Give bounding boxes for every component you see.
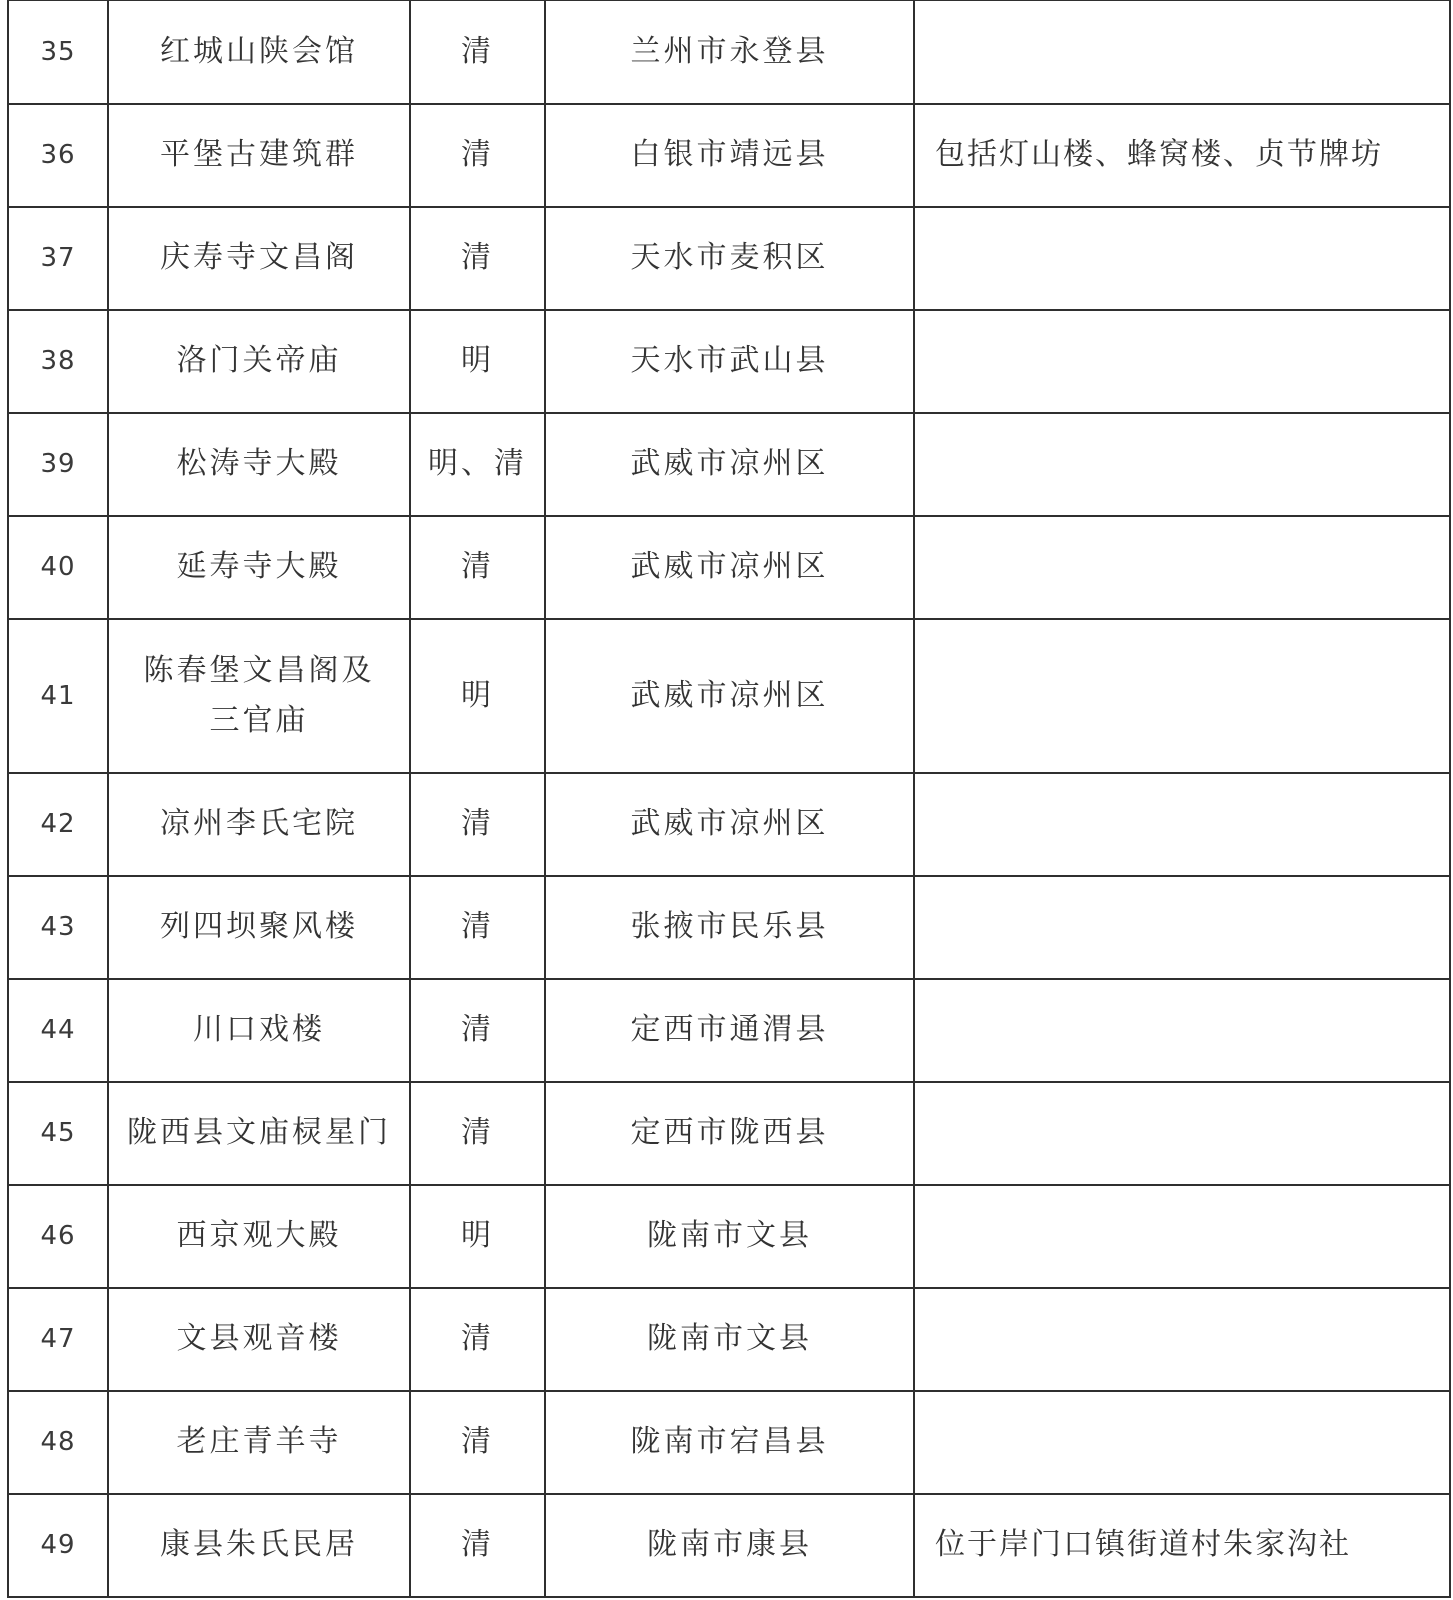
row-number: 39 (8, 413, 108, 516)
site-location: 张掖市民乐县 (545, 876, 914, 979)
row-number: 47 (8, 1288, 108, 1391)
table-row (8, 1082, 1450, 1185)
site-note (914, 207, 1450, 310)
table-row (8, 104, 1450, 207)
site-location: 天水市麦积区 (545, 207, 914, 310)
site-era: 清 (410, 1082, 545, 1185)
site-name: 文县观音楼 (108, 1288, 410, 1391)
site-name: 庆寿寺文昌阁 (108, 207, 410, 310)
site-name-line: 陈春堡文昌阁及 (143, 652, 375, 688)
site-note (914, 1, 1450, 104)
site-name: 老庄青羊寺 (108, 1391, 410, 1494)
site-era: 清 (410, 516, 545, 619)
site-name-line: 三官庙 (209, 702, 309, 738)
row-number: 46 (8, 1185, 108, 1288)
site-era: 明、清 (410, 413, 545, 516)
site-name: 陇西县文庙棂星门 (108, 1082, 410, 1185)
table-row (8, 413, 1450, 516)
table-row (8, 876, 1450, 979)
table-row (8, 310, 1450, 413)
row-number: 35 (8, 1, 108, 104)
site-name: 康县朱氏民居 (108, 1494, 410, 1597)
site-era: 清 (410, 773, 545, 876)
site-name: 平堡古建筑群 (108, 104, 410, 207)
site-location: 天水市武山县 (545, 310, 914, 413)
site-note (914, 1391, 1450, 1494)
site-note (914, 979, 1450, 1082)
table-row (8, 619, 1450, 773)
site-era: 清 (410, 1, 545, 104)
site-name: 洛门关帝庙 (108, 310, 410, 413)
site-era: 明 (410, 1185, 545, 1288)
site-note: 包括灯山楼、蜂窝楼、贞节牌坊 (914, 104, 1450, 207)
row-number: 42 (8, 773, 108, 876)
site-name: 川口戏楼 (108, 979, 410, 1082)
site-location: 兰州市永登县 (545, 1, 914, 104)
site-era: 明 (410, 619, 545, 773)
site-era: 清 (410, 979, 545, 1082)
table-row (8, 1494, 1450, 1597)
site-era: 清 (410, 1494, 545, 1597)
site-note: 位于岸门口镇街道村朱家沟社 (914, 1494, 1450, 1597)
table-row (8, 207, 1450, 310)
row-number: 43 (8, 876, 108, 979)
site-note (914, 773, 1450, 876)
site-name: 松涛寺大殿 (108, 413, 410, 516)
site-name: 凉州李氏宅院 (108, 773, 410, 876)
site-era: 清 (410, 1391, 545, 1494)
site-note (914, 516, 1450, 619)
site-era: 明 (410, 310, 545, 413)
site-location: 武威市凉州区 (545, 773, 914, 876)
row-number: 40 (8, 516, 108, 619)
site-note (914, 876, 1450, 979)
site-note (914, 310, 1450, 413)
row-number: 36 (8, 104, 108, 207)
site-era: 清 (410, 207, 545, 310)
site-location: 武威市凉州区 (545, 619, 914, 773)
site-name: 延寿寺大殿 (108, 516, 410, 619)
site-note (914, 1185, 1450, 1288)
site-location: 武威市凉州区 (545, 413, 914, 516)
site-location: 陇南市文县 (545, 1185, 914, 1288)
table-row (8, 1, 1450, 104)
site-note (914, 1288, 1450, 1391)
site-era: 清 (410, 876, 545, 979)
site-location: 定西市陇西县 (545, 1082, 914, 1185)
table-row (8, 773, 1450, 876)
heritage-sites-table (7, 0, 1451, 1598)
site-name: 列四坝聚风楼 (108, 876, 410, 979)
site-name: 红城山陕会馆 (108, 1, 410, 104)
row-number: 45 (8, 1082, 108, 1185)
site-location: 陇南市宕昌县 (545, 1391, 914, 1494)
table-row (8, 1391, 1450, 1494)
table-row (8, 516, 1450, 619)
site-note (914, 1082, 1450, 1185)
site-location: 陇南市康县 (545, 1494, 914, 1597)
row-number: 49 (8, 1494, 108, 1597)
table-row (8, 979, 1450, 1082)
row-number: 41 (8, 619, 108, 773)
row-number: 44 (8, 979, 108, 1082)
site-location: 白银市靖远县 (545, 104, 914, 207)
site-era: 清 (410, 1288, 545, 1391)
site-location: 陇南市文县 (545, 1288, 914, 1391)
row-number: 38 (8, 310, 108, 413)
table-row (8, 1185, 1450, 1288)
row-number: 37 (8, 207, 108, 310)
site-note (914, 619, 1450, 773)
table-row (8, 1288, 1450, 1391)
site-name: 西京观大殿 (108, 1185, 410, 1288)
site-location: 武威市凉州区 (545, 516, 914, 619)
site-era: 清 (410, 104, 545, 207)
site-location: 定西市通渭县 (545, 979, 914, 1082)
site-name (108, 619, 410, 773)
site-note (914, 413, 1450, 516)
row-number: 48 (8, 1391, 108, 1494)
